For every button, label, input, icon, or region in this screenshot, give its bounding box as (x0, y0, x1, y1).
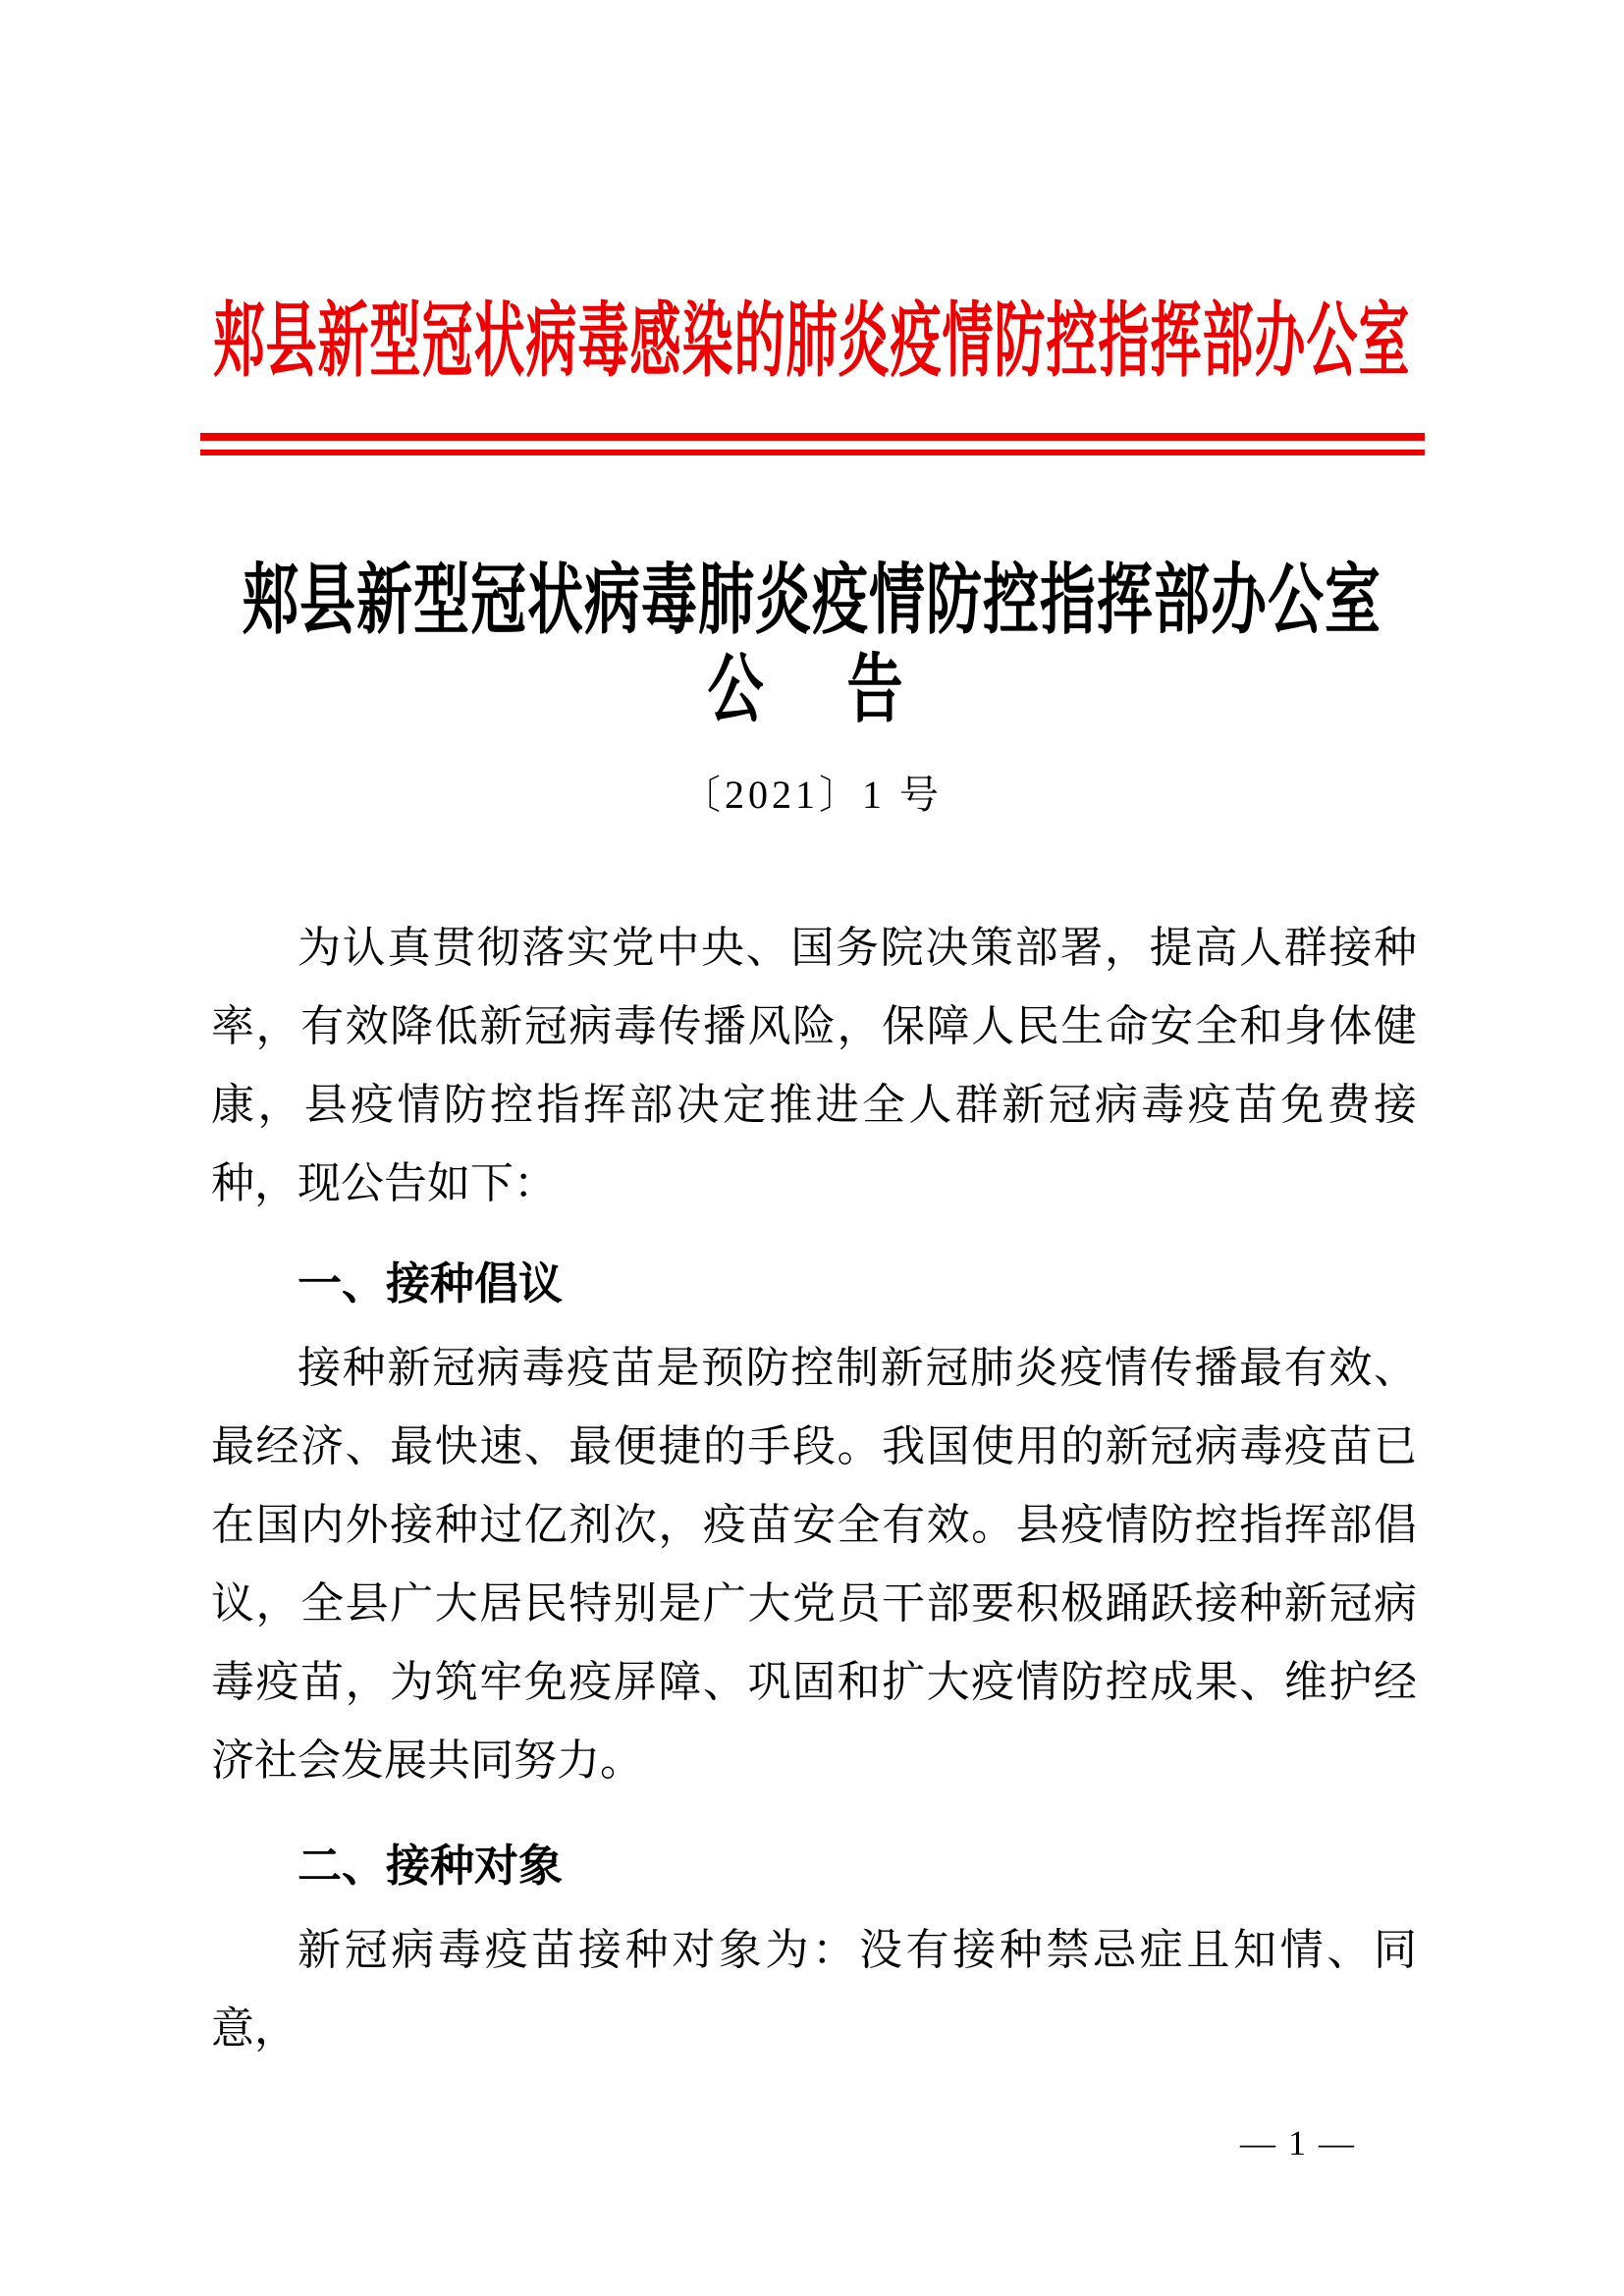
page-number: — 1 — (1240, 2123, 1356, 2163)
notice-body (211, 909, 1417, 2068)
letterhead-office-name: 郏县新型冠状病毒感染的肺炎疫情防控指挥部办公室 (213, 297, 1411, 388)
notice-title-line2 (0, 644, 1624, 732)
paragraph-section-2: 新冠病毒疫苗接种对象为：没有接种禁忌症且知情、同意， (211, 1926, 1417, 2053)
paragraph-intro: 为认真贯彻落实党中央、国务院决策部署，提高人群接种率，有效降低新冠病毒传播风险，保障人民生命安全和身体健康，县疫情防控指挥部决定推进全人群新冠病毒疫苗免费接种，现公告如下： (211, 924, 1417, 1207)
section-heading-1: 一、接种倡议 (298, 1258, 564, 1308)
notice-title-line1-text: 郏县新型冠状病毒肺炎疫情防控指挥部办公室 (243, 559, 1381, 645)
notice-title-line2-text: 公 告 (707, 648, 917, 732)
page-footer (211, 2118, 1417, 2167)
notice-title-line1 (0, 552, 1624, 645)
red-rule-thick (200, 433, 1425, 441)
red-rule-thin (200, 450, 1425, 455)
red-double-rule (200, 433, 1425, 455)
section-heading-2: 二、接种对象 (298, 1841, 564, 1891)
red-rule-gap (200, 441, 1425, 450)
paragraph-section-1: 接种新冠病毒疫苗是预防控制新冠肺炎疫情传播最有效、最经济、最快速、最便捷的手段。我国使用的新冠病毒疫苗已在国内外接种过亿剂次，疫苗安全有效。县疫情防控指挥部倡议，全县广大居民特别是广大党员干部要积极踊跃接种新冠病毒疫苗，为筑牢免疫屏障、巩固和扩大疫情防控成果、维护经济社会发展共同努力。 (211, 1344, 1417, 1785)
notice-doc-number: 〔2021〕1 号 (681, 773, 943, 817)
letterhead (0, 286, 1624, 388)
